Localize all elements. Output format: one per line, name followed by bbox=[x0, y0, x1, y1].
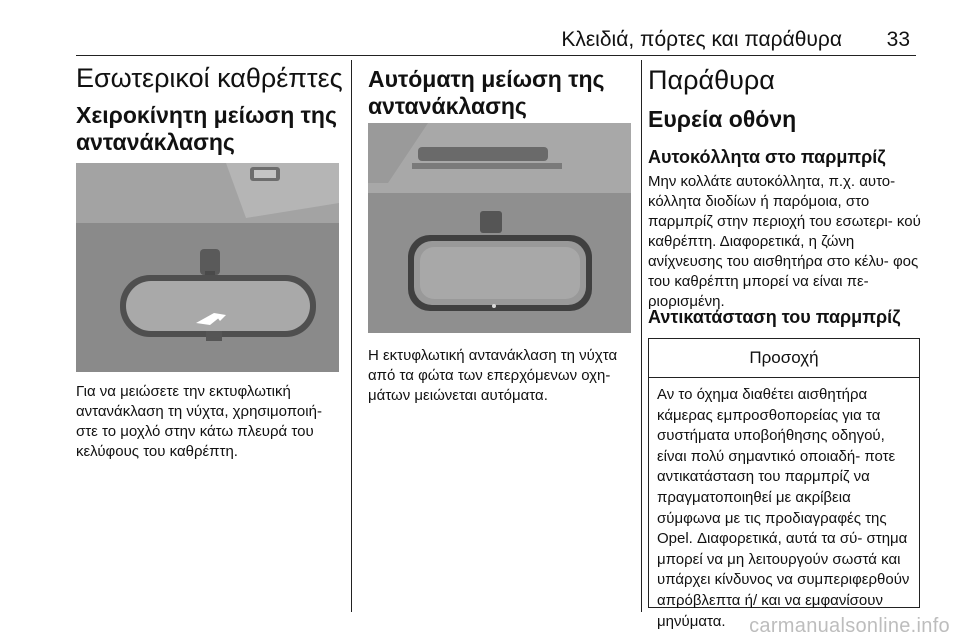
section-title-interior-mirrors: Εσωτερικοί καθρέπτες bbox=[76, 63, 343, 93]
caution-title: Προσοχή bbox=[649, 339, 919, 378]
column-divider-left bbox=[351, 60, 352, 612]
running-header-title: Κλειδιά, πόρτες και παράθυρα bbox=[561, 28, 842, 51]
manual-dimming-text: Για να μειώσετε την εκτυφλωτική αντανάκλαση τη νύχτα, χρησιμοποιή- στε το μοχλό στην κάτω πλευρά του κελύφους του καθρέπτη. bbox=[76, 383, 322, 460]
header-divider bbox=[76, 55, 916, 56]
automatic-dimming-text: Η εκτυφλωτική αντανάκλαση τη νύχτα από τα φώτα των επερχόμενων οχη- μάτων μειώνεται αυτόματα. bbox=[368, 347, 618, 404]
section-title-windows: Παράθυρα bbox=[648, 65, 775, 95]
windscreen-stickers-text: Μην κολλάτε αυτοκόλλητα, π.χ. αυτο- κόλλητα διοδίων ή παρόμοια, στο παρμπρίζ στην περιοχή του εσωτερι- κού καθρέπτη. Διαφορετικά, η ζώνη ανίχνευσης του αισθητήρα στο κέλυ- φος του καθρέπτη μπορεί να είναι πε- ριορισμένη. bbox=[648, 173, 921, 310]
page-number: 33 bbox=[886, 28, 910, 51]
heading-windscreen-stickers: Αυτοκόλλητα στο παρμπρίζ bbox=[648, 147, 886, 167]
caution-text: Αν το όχημα διαθέτει αισθητήρα κάμερας εμπροσθοπορείας για τα συστήματα υποβοήθησης οδηγού, είναι πολύ σημαντικό οποιαδή- ποτε αντικατάσταση του παρμπρίζ να πραγματοποιηθεί με ακρίβεια σύμφωνα με τις προδιαγραφές της Opel. Διαφορετικά, αυτά τα σύ- στημα μπορεί να μη λειτουργούν σωστά και υπάρχει κίνδυνος να συμπεριφερθούν απρόβλεπτα ή/ και να εμφανίσουν μηνύματα. bbox=[657, 386, 910, 630]
subtitle-manual-dimming: Χειροκίνητη μείωση της αντανάκλασης bbox=[76, 102, 337, 155]
watermark: carmanualsonline.info bbox=[749, 615, 950, 637]
column-divider-right bbox=[641, 60, 642, 612]
manual-mirror-photo bbox=[76, 163, 339, 372]
subtitle-automatic-dimming: Αυτόματη μείωση της αντανάκλασης bbox=[368, 66, 605, 119]
automatic-mirror-photo bbox=[368, 123, 631, 333]
subtitle-windscreen: Ευρεία οθόνη bbox=[648, 106, 797, 132]
heading-windscreen-replacement: Αντικατάσταση του παρμπρίζ bbox=[648, 307, 901, 327]
